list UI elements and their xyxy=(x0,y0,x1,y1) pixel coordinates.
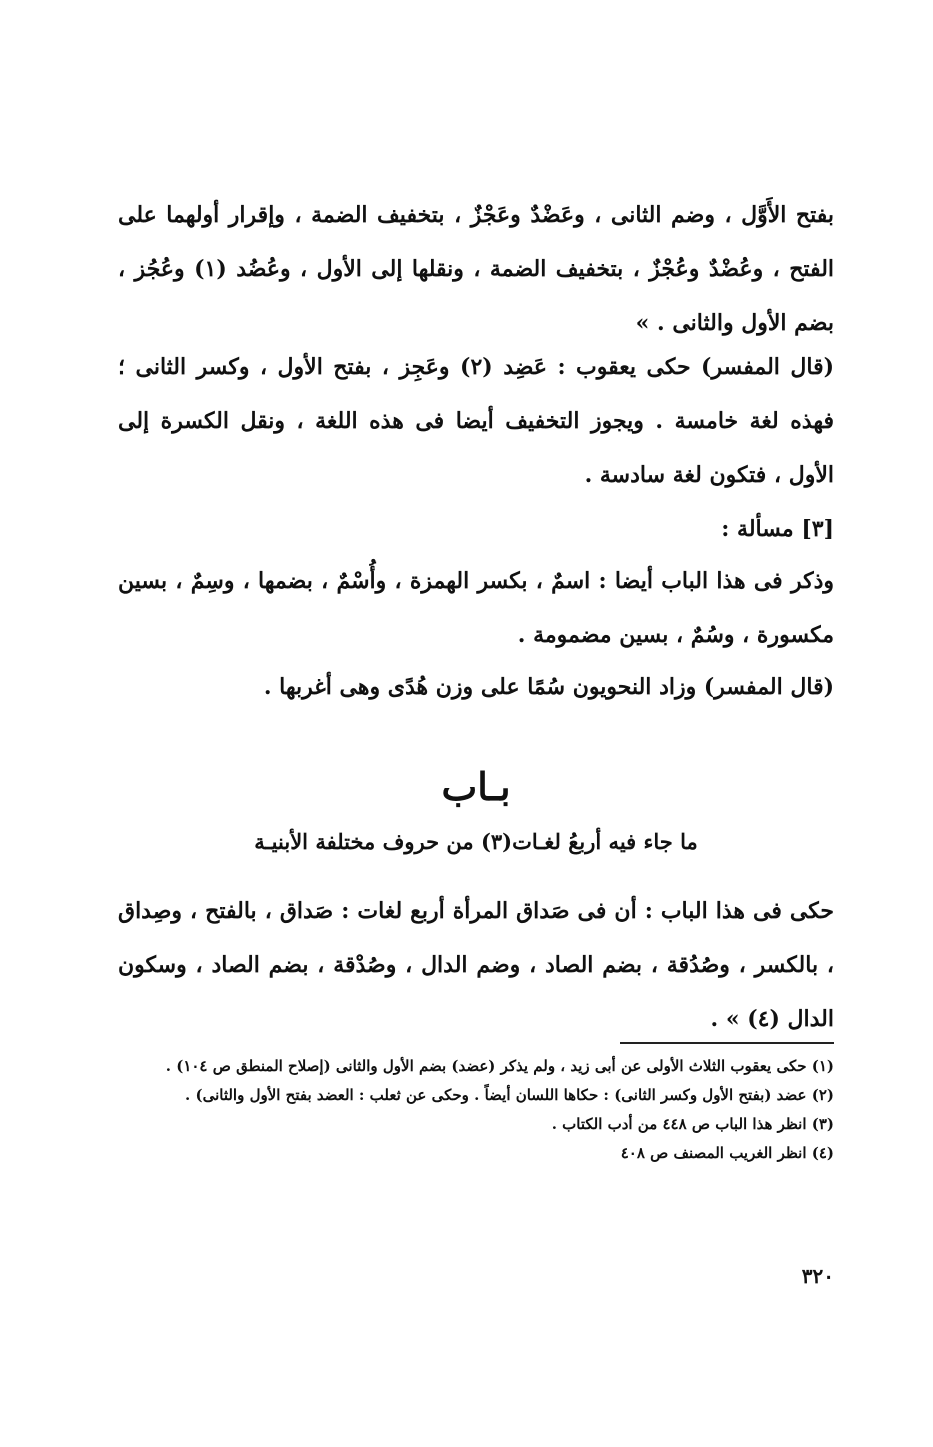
footnote: (١) حكى يعقوب الثلاث الأولى عن أبى زيد ، ولم يذكر (عضد) بضم الأول والثانى (إصلاح المنطق ص ١٠٤) . xyxy=(165,1057,834,1075)
body-paragraph: (قال المفسر) حكى يعقوب : عَضِد (٢) وعَجِز ، بفتح الأول ، وكسر الثانى ؛ فهذه لغة خامسة . ويجوز التخفيف أيضا فى هذه اللغة ، ونقل الكسرة إلى الأول ، فتكون لغة سادسة . xyxy=(118,354,835,488)
body-paragraph: (قال المفسر) وزاد النحويون سُمًا على وزن هُدًى وهى أغربها . xyxy=(263,674,834,700)
page-number: ٣٢٠ xyxy=(801,1264,834,1288)
footnote: (٢) عضد (بفتح الأول وكسر الثانى) : حكاها اللسان أيضاً . وحكى عن ثعلب : العضد بفتح الأول والثانى) . xyxy=(185,1086,834,1104)
chapter-subtitle: ما جاء فيه أربعُ لغـات(٣) من حروف مختلفة الأبنيـة xyxy=(254,829,698,854)
footnote-divider xyxy=(620,1042,834,1044)
body-paragraph: بفتح الأَوَّل ، وضم الثانى ، وعَضْدٌ وعَجْزٌ ، بتخفيف الضمة ، وإقرار أولهما على الفتح ، وعُضْدٌ وعُجْزٌ ، بتخفيف الضمة ، ونقلها إلى الأول ، وعُضُد (١) وعُجُز ، بضم الأول والثانى . » xyxy=(118,202,835,336)
body-paragraph: وذكر فى هذا الباب أيضا : اسمٌ ، بكسر الهمزة ، وأُسْمٌ ، بضمها ، وسِمٌ ، بسين مكسورة ، وسُمٌ ، بسين مضمومة . xyxy=(118,568,834,648)
chapter-title: بـاب xyxy=(441,764,511,809)
footnote: (٤) انظر الغريب المصنف ص ٤٠٨ xyxy=(620,1144,834,1162)
body-paragraph: حكى فى هذا الباب : أن فى صَداق المرأة أربع لغات : صَداق ، بالفتح ، وصِداق ، بالكسر ، وصُدُقة ، بضم الصاد ، وضم الدال ، وصُدْقة ، بضم الصاد ، وسكون الدال (٤) » . xyxy=(118,898,834,1032)
problem-heading: [٣] مسألة : xyxy=(721,516,834,542)
footnotes xyxy=(118,1052,834,1168)
footnote: (٣) انظر هذا الباب ص ٤٤٨ من أدب الكتاب . xyxy=(551,1115,834,1133)
